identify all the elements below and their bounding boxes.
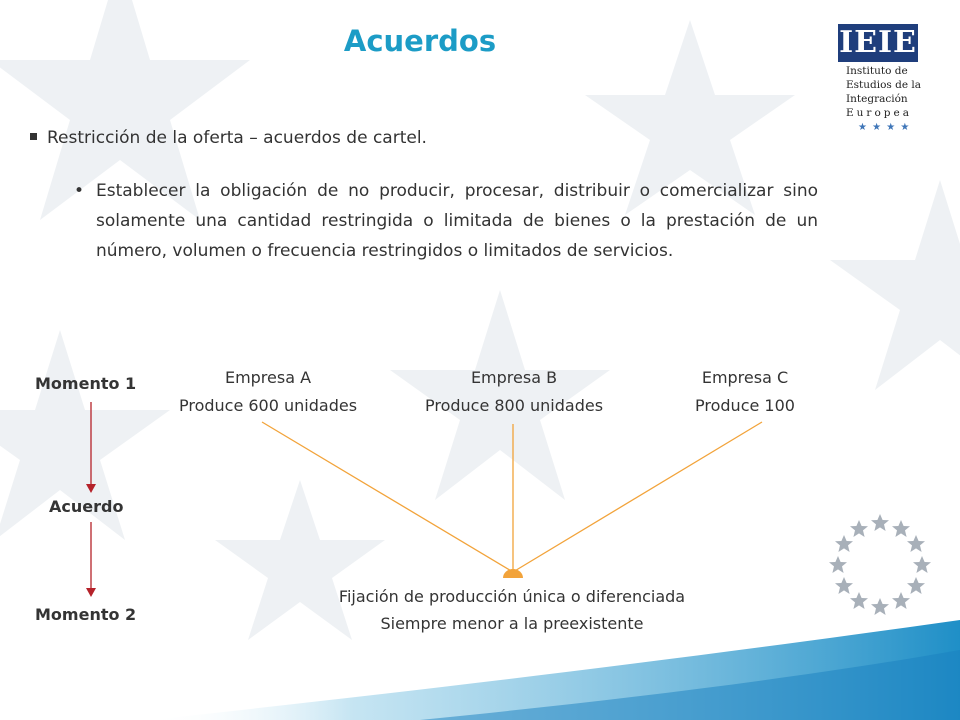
slide-title: Acuerdos — [343, 24, 497, 58]
company-production: Produce 100 — [695, 396, 795, 415]
bullet-main — [30, 128, 820, 148]
company-c — [660, 364, 830, 420]
company-a — [150, 364, 386, 420]
logo-line: Europea — [846, 107, 912, 119]
company-production: Produce 800 unidades — [424, 396, 604, 415]
arrowhead-icon — [86, 484, 96, 493]
bullet-main-text: Restricción de la oferta – acuerdos de cartel. — [47, 128, 427, 148]
bullet-sub — [74, 176, 818, 266]
company-b — [396, 364, 632, 420]
bullet-sub-text: Establecer la obligación de no producir, procesar, distribuir o comercializar sino solamente una cantidad restringida o limitada de bienes o la prestación de un número, volumen o frecuencia restringidos o limitados de servicios. — [96, 181, 818, 261]
square-bullet-icon — [30, 133, 37, 140]
connector-empresa-a — [262, 422, 513, 572]
result-line-2: Siempre menor a la preexistente — [380, 614, 644, 633]
dot-bullet-icon: • — [74, 181, 85, 201]
logo-line: Instituto de — [846, 65, 908, 77]
company-name: Empresa C — [701, 368, 789, 387]
logo-stars-icon: ★ ★ ★ ★ — [858, 122, 911, 133]
ieie-logo — [838, 24, 924, 133]
stage-acuerdo: Acuerdo — [49, 497, 124, 516]
stage-momento-1: Momento 1 — [35, 374, 137, 393]
company-name: Empresa B — [470, 368, 558, 387]
logo-line: Estudios de la — [846, 79, 922, 91]
logo-line: Integración — [846, 93, 908, 105]
company-name: Empresa A — [224, 368, 312, 387]
stage-momento-2: Momento 2 — [35, 605, 137, 624]
logo-acronym: IEIE — [839, 25, 917, 60]
junction-marker — [503, 569, 523, 578]
arrowhead-icon — [86, 588, 96, 597]
agreement-result — [262, 583, 762, 637]
company-production: Produce 600 unidades — [178, 396, 358, 415]
connector-empresa-c — [513, 422, 762, 572]
logo-text — [846, 64, 924, 120]
result-line-1: Fijación de producción única o diferenciada — [338, 587, 686, 606]
